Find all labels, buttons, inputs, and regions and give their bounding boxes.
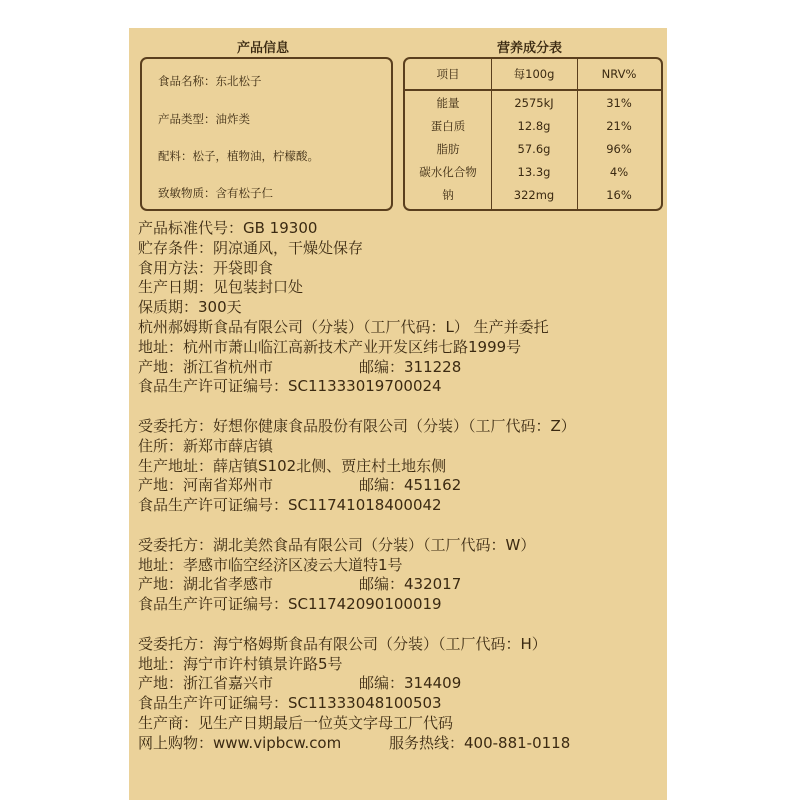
table-row	[405, 137, 661, 160]
contractor-w-address: 地址：孝感市临空经济区凌云大道特1号	[138, 555, 403, 574]
website: 网上购物：www.vipbcw.com	[138, 733, 342, 752]
nutrient-amount: 322mg	[513, 187, 555, 202]
contractor-w-postcode: 邮编：432017	[359, 575, 462, 594]
product-info-box	[140, 57, 393, 211]
contractor-w-license: 食品生产许可证编号：SC11742090100019	[138, 595, 442, 614]
nutrition-table-box	[403, 57, 663, 211]
allergen: 致敏物质：含有松子仁	[158, 186, 273, 200]
manufacturer-origin: 产地：浙江省杭州市	[138, 357, 274, 376]
spacer	[138, 397, 666, 417]
product-details	[138, 219, 666, 754]
manufacturer-postcode: 邮编：311228	[359, 357, 462, 376]
contractor-z: 受委托方：好想你健康食品股份有限公司（分装）（工厂代码：Z）	[138, 416, 576, 435]
contractor-z-origin: 产地：河南省郑州市	[138, 476, 274, 495]
nutrient-amount: 12.8g	[517, 118, 551, 133]
header-nrv: NRV%	[577, 59, 661, 90]
usage-method: 食用方法：开袋即食	[138, 258, 274, 277]
product-standard: 产品标准代号：GB 19300	[138, 219, 318, 237]
manufacturer-origin-row	[138, 358, 666, 378]
manufacturer-address: 地址：杭州市萧山临江高新技术产业开发区纬七路1999号	[138, 337, 522, 356]
contractor-w-origin: 产地：湖北省孝感市	[138, 575, 274, 594]
spacer	[138, 615, 666, 635]
contractor-h: 受委托方：海宁格姆斯食品有限公司（分装）（工厂代码：H）	[138, 634, 547, 653]
nutrient-amount: 2575kJ	[514, 95, 554, 110]
service-hotline: 服务热线：400-881-0118	[389, 733, 571, 752]
contact-row	[138, 734, 666, 754]
table-row	[405, 183, 661, 206]
product-type: 产品类型：油炸类	[158, 112, 250, 126]
shelf-life: 保质期：300天	[138, 298, 242, 317]
contractor-z-license: 食品生产许可证编号：SC11741018400042	[138, 496, 442, 515]
nutrient-name: 钠	[442, 187, 454, 202]
spacer	[138, 516, 666, 536]
nutrient-nrv: 96%	[606, 141, 632, 156]
contractor-h-license: 食品生产许可证编号：SC11333048100503	[138, 694, 442, 713]
nutrition-title: 营养成分表	[497, 41, 563, 56]
contractor-h-origin-row	[138, 674, 666, 694]
contractor-w: 受委托方：湖北美然食品有限公司（分装）（工厂代码：W）	[138, 535, 536, 554]
header-per100g: 每100g	[491, 59, 577, 90]
food-name: 食品名称：东北松子	[158, 74, 262, 88]
table-row	[405, 160, 661, 183]
contractor-z-residence: 住所：新郑市薛店镇	[138, 436, 274, 455]
manufacturer: 杭州郝姆斯食品有限公司（分装）（工厂代码：L） 生产并委托	[138, 317, 549, 336]
table-row	[405, 90, 661, 114]
nutrient-nrv: 16%	[606, 187, 632, 202]
table-header-row	[405, 59, 661, 90]
ingredients: 配料：松子，植物油，柠檬酸。	[158, 149, 319, 163]
nutrient-name: 能量	[436, 95, 460, 110]
nutrient-name: 脂肪	[436, 141, 460, 156]
production-date: 生产日期：见包装封口处	[138, 278, 304, 297]
storage-conditions: 贮存条件：阴凉通风，干燥处保存	[138, 238, 364, 257]
contractor-h-origin: 产地：浙江省嘉兴市	[138, 674, 274, 693]
nutrient-name: 碳水化合物	[419, 164, 477, 179]
contractor-h-postcode: 邮编：314409	[359, 674, 462, 693]
product-info-title: 产品信息	[237, 41, 290, 56]
contractor-h-address: 地址：海宁市许村镇景许路5号	[138, 654, 343, 673]
nutrient-amount: 57.6g	[517, 141, 551, 156]
header-item: 项目	[405, 59, 491, 90]
contractor-w-origin-row	[138, 575, 666, 595]
nutrient-name: 蛋白质	[430, 118, 466, 133]
nutrition-table	[405, 59, 661, 206]
nutrient-amount: 13.3g	[517, 164, 551, 179]
table-row	[405, 114, 661, 137]
producer-note: 生产商：见生产日期最后一位英文字母工厂代码	[138, 713, 454, 732]
nutrient-nrv: 31%	[606, 95, 632, 110]
contractor-z-address: 生产地址：薛店镇S102北侧、贾庄村土地东侧	[138, 456, 447, 475]
nutrient-nrv: 21%	[606, 118, 632, 133]
manufacturer-license: 食品生产许可证编号：SC11333019700024	[138, 377, 442, 396]
contractor-z-origin-row	[138, 476, 666, 496]
nutrient-nrv: 4%	[609, 164, 629, 179]
contractor-z-postcode: 邮编：451162	[359, 476, 462, 495]
